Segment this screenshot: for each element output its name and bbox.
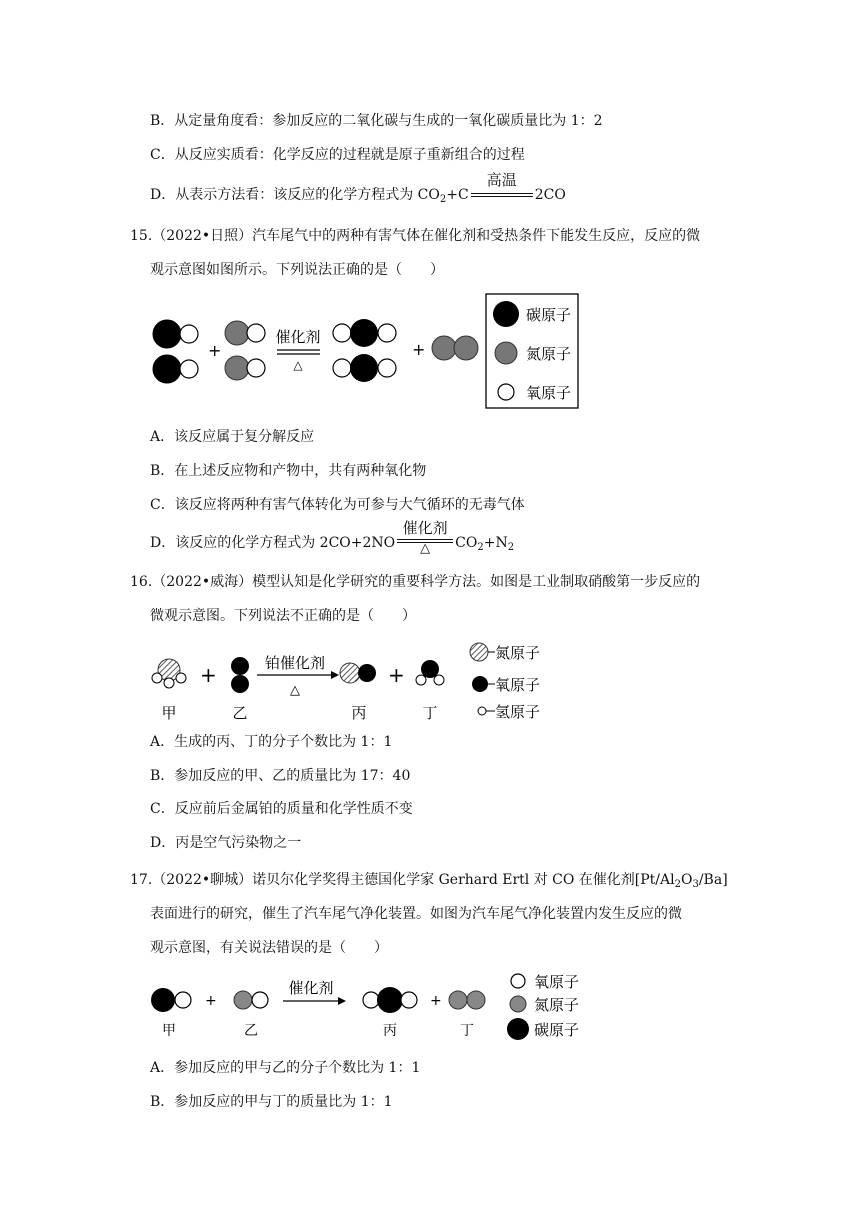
q14-option-d: D．从表示方法看：该反应的化学方程式为 $CO_2+C$ 高温 2CO <box>150 171 566 205</box>
legend-oxygen: 氧原子 <box>534 973 580 991</box>
plus-sign: + <box>205 993 217 1009</box>
n2-molecule <box>432 336 478 360</box>
q15-stem-line1: 15.（2022•日照）汽车尾气中的两种有害气体在催化剂和受热条件下能发生反应，反应的微 <box>130 228 701 244</box>
plus-sign: + <box>412 340 426 359</box>
legend-oxygen: 氧原子 <box>495 676 541 694</box>
q16-option-b: B．参加反应的甲、乙的质量比为 17：40 <box>150 768 411 784</box>
q16-option-a: A．生成的丙、丁的分子个数比为 1：1 <box>150 734 393 750</box>
q15-option-b: B．在上述反应物和产物中，共有两种氧化物 <box>150 463 427 479</box>
no-molecule <box>234 991 268 1009</box>
heat-symbol: △ <box>293 358 303 372</box>
plus-sign: + <box>208 341 222 360</box>
o2-molecule <box>231 657 249 693</box>
condition-catalyst: 催化剂 <box>402 519 448 537</box>
no-molecule <box>340 663 376 683</box>
no-molecule <box>225 356 265 380</box>
q17-stem-line2: 表面进行的研究，催生了汽车尾气净化装置。如图为汽车尾气净化装置内发生反应的微 <box>150 906 682 922</box>
condition-heat: △ <box>420 541 431 556</box>
q17-option-b: B．参加反应的甲与丁的质量比为 1：1 <box>150 1094 393 1110</box>
h2o-molecule <box>416 660 444 685</box>
equation-condition <box>395 519 455 556</box>
plus-sign: + <box>200 663 217 687</box>
co-molecule <box>151 988 191 1012</box>
q15-reaction-diagram <box>140 292 590 412</box>
label-jia: 甲 <box>161 704 177 722</box>
q17-stem-line3: 观示意图，有关说法错误的是（ ） <box>150 940 388 956</box>
q14-option-c: C．从反应实质看：化学反应的过程就是原子重新组合的过程 <box>150 147 525 163</box>
q16-option-d: D．丙是空气污染物之一 <box>150 835 302 851</box>
legend-oxygen: 氧原子 <box>526 384 572 402</box>
q17-option-a: A．参加反应的甲与乙的分子个数比为 1：1 <box>150 1060 421 1076</box>
label-ding: 丁 <box>460 1023 474 1039</box>
q16-option-c: C．反应前后金属铂的质量和化学性质不变 <box>150 801 413 817</box>
co2-molecule <box>363 987 417 1013</box>
plus-sign: + <box>388 663 405 687</box>
q16-reaction-diagram <box>145 636 565 726</box>
legend-nitrogen: 氮原子 <box>534 996 580 1014</box>
legend-nitrogen: 氮原子 <box>495 644 541 662</box>
label-yi: 乙 <box>244 1023 258 1039</box>
label-jia: 甲 <box>162 1023 176 1039</box>
catalyst-label: 铂催化剂 <box>264 654 326 672</box>
q15-stem-line2: 观示意图如图所示。下列说法正确的是（ ） <box>150 262 444 278</box>
plus-sign: + <box>430 993 442 1009</box>
no-molecule <box>225 321 265 345</box>
heat-symbol: △ <box>290 683 300 698</box>
q17-stem-line1: 17.（2022•聊城）诺贝尔化学奖得主德国化学家 Gerhard Ertl 对 CO 在催化剂$[Pt/Al_2O_3/Ba]$ <box>130 872 728 890</box>
legend-carbon: 碳原子 <box>534 1021 580 1039</box>
co-molecule <box>153 355 198 383</box>
legend-hydrogen: 氢原子 <box>495 703 541 721</box>
co2-molecule <box>333 319 396 347</box>
legend-nitrogen: 氮原子 <box>526 345 572 363</box>
label-bing: 丙 <box>383 1023 397 1039</box>
nh3-molecule <box>152 659 186 688</box>
q17-reaction-diagram <box>145 970 605 1042</box>
atom-legend <box>486 294 578 408</box>
legend-carbon: 碳原子 <box>526 306 572 324</box>
q15-option-c: C．该反应将两种有害气体转化为可参与大气循环的无毒气体 <box>150 497 525 513</box>
co2-molecule <box>333 354 396 382</box>
q16-stem-line2: 微观示意图。下列说法不正确的是（ ） <box>150 608 416 624</box>
label-yi: 乙 <box>232 704 248 722</box>
label-bing: 丙 <box>351 704 367 722</box>
catalyst-label: 催化剂 <box>288 979 334 997</box>
atom-legend <box>507 973 579 1040</box>
condition-high-temp: 高温 <box>486 171 517 189</box>
q14-option-b: B．从定量角度看：参加反应的二氧化碳与生成的一氧化碳质量比为 1：2 <box>150 113 603 129</box>
equation-condition <box>469 171 535 205</box>
label-ding: 丁 <box>422 704 438 722</box>
q15-option-a: A．该反应属于复分解反应 <box>150 429 315 445</box>
catalyst-label: 催化剂 <box>275 328 321 346</box>
n2-molecule <box>449 991 485 1009</box>
q16-stem-line1: 16.（2022•威海）模型认知是化学研究的重要科学方法。如图是工业制取硝酸第一步反应的 <box>130 574 701 590</box>
co-molecule <box>153 320 198 348</box>
q15-option-d: D．该反应的化学方程式为 2CO+2NO 催化剂 △ $CO_2+N_2$ <box>150 519 515 556</box>
atom-legend <box>470 643 540 721</box>
